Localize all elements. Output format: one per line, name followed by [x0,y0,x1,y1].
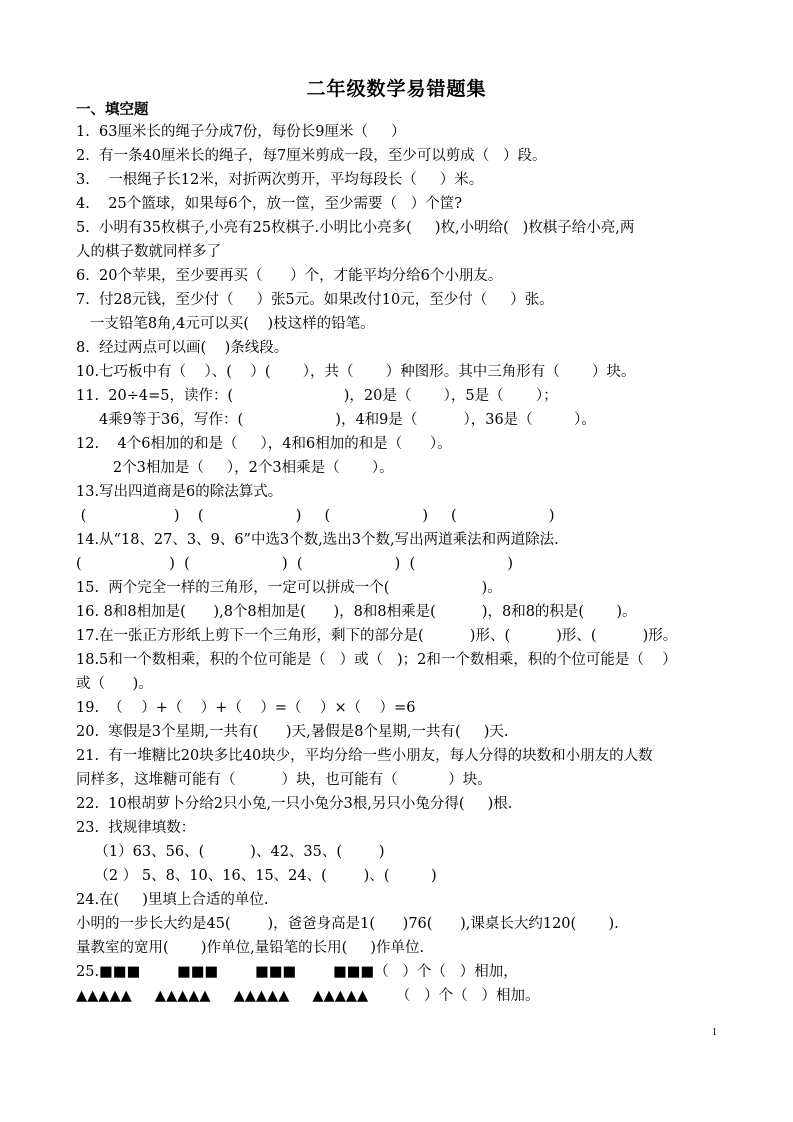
question-line: 19. （ ）+（ ）+（ ）=（ ）×（ ）=6 [76,700,416,716]
question-line: 一支铅笔8角,4元可以买( )枝这样的铅笔。 [76,316,375,332]
answer-blanks-line: ( ) ( ) ( ) ( ) [76,556,514,572]
question-line: 5. 小明有35枚棋子,小亮有25枚棋子.小明比小亮多( )枚,小明给( )枚棋子给小亮,两 [76,220,635,236]
triangles-question-line: ▲▲▲▲▲ ▲▲▲▲▲ ▲▲▲▲▲ ▲▲▲▲▲ （ ）个（ ）相加。 [76,988,540,1004]
question-line: 7. 付28元钱，至少付（ ）张5元。如果改付10元，至少付（ ）张。 [76,292,554,308]
question-line: 4. 25个篮球，如果每6个，放一筐，至少需要（ ）个筐? [76,196,463,212]
question-line: 18.5和一个数相乘，积的个位可能是（ ）或（ )；2和一个数相乘，积的个位可能是（ ） [76,652,677,668]
question-line: 同样多，这堆糖可能有（ ）块，也可能有（ ）块。 [76,772,492,788]
question-line: 1. 63厘米长的绳子分成7份，每份长9厘米（ ） [76,124,406,140]
question-line: 22. 10根胡萝卜分给2只小兔,一只小兔分3根,另只小兔分得( )根. [76,796,513,812]
question-line: 4乘9等于36，写作：( )，4和9是（ ），36是（ ）。 [76,412,596,428]
question-line: 20. 寒假是3个星期,一共有( )天,暑假是8个星期,一共有( )天. [76,724,509,740]
page-number: 1 [712,1027,717,1038]
question-line: 2个3相加是（ ），2个3相乘是（ ）。 [76,460,394,476]
question-line: 11. 20÷4=5，读作：( )，20是（ ），5是（ ）； [76,388,558,404]
question-line: （2 ） 5、8、10、16、15、24、( )、( ) [76,868,437,884]
question-line: 人的棋子数就同样多了 [76,244,221,260]
question-line: 15. 两个完全一样的三角形，一定可以拼成一个( )。 [76,580,502,596]
question-line: 21. 有一堆糖比20块多比40块少，平均分给一些小朋友，每人分得的块数和小朋友的人数 [76,748,653,764]
question-line: 小明的一步长大约是45( )，爸爸身高是1( )76( ),课桌长大约120( ). [76,916,619,932]
question-line: 2. 有一条40厘米长的绳子，每7厘米剪成一段，至少可以剪成（ ）段。 [76,148,547,164]
answer-blanks-line: ( ) ( ) ( ) ( ) [76,508,555,524]
question-line: 12. 4个6相加的和是（ ），4和6相加的和是（ ）。 [76,436,452,452]
squares-question-line: 25.■■■ ■■■ ■■■ ■■■（ ）个（ ）相加， [76,964,518,980]
question-line: 或（ )。 [76,676,153,692]
question-line: 3. 一根绳子长12米，对折两次剪开，平均每段长（ ）米。 [76,172,484,188]
question-line: 14.从“18、27、3、9、6”中选3个数,选出3个数,写出两道乘法和两道除法. [76,532,559,548]
page-title: 二年级数学易错题集 [306,78,487,100]
question-line: 13.写出四道商是6的除法算式。 [76,484,283,500]
question-line: 6. 20个苹果，至少要再买（ ）个，才能平均分给6个小朋友。 [76,268,503,284]
question-line: 23. 找规律填数： [76,820,196,836]
question-line: 量教室的宽用( )作单位,量铅笔的长用( )作单位. [76,940,425,956]
question-line: 10.七巧板中有（ ）、( ）( ），共（ ）种图形。其中三角形有（ ）块。 [76,364,636,380]
question-line: 24.在( )里填上合适的单位. [76,892,269,908]
question-line: 8. 经过两点可以画( )条线段。 [76,340,289,356]
question-line: 17.在一张正方形纸上剪下一个三角形，剩下的部分是( )形、( )形、( )形。 [76,628,678,644]
question-line: 16. 8和8相加是( ),8个8相加是( )，8和8相乘是( )，8和8的积是( )。 [76,604,637,620]
question-line: （1）63、56、( )、42、35、( ) [76,844,385,860]
section-heading: 一、填空题 [76,102,149,118]
